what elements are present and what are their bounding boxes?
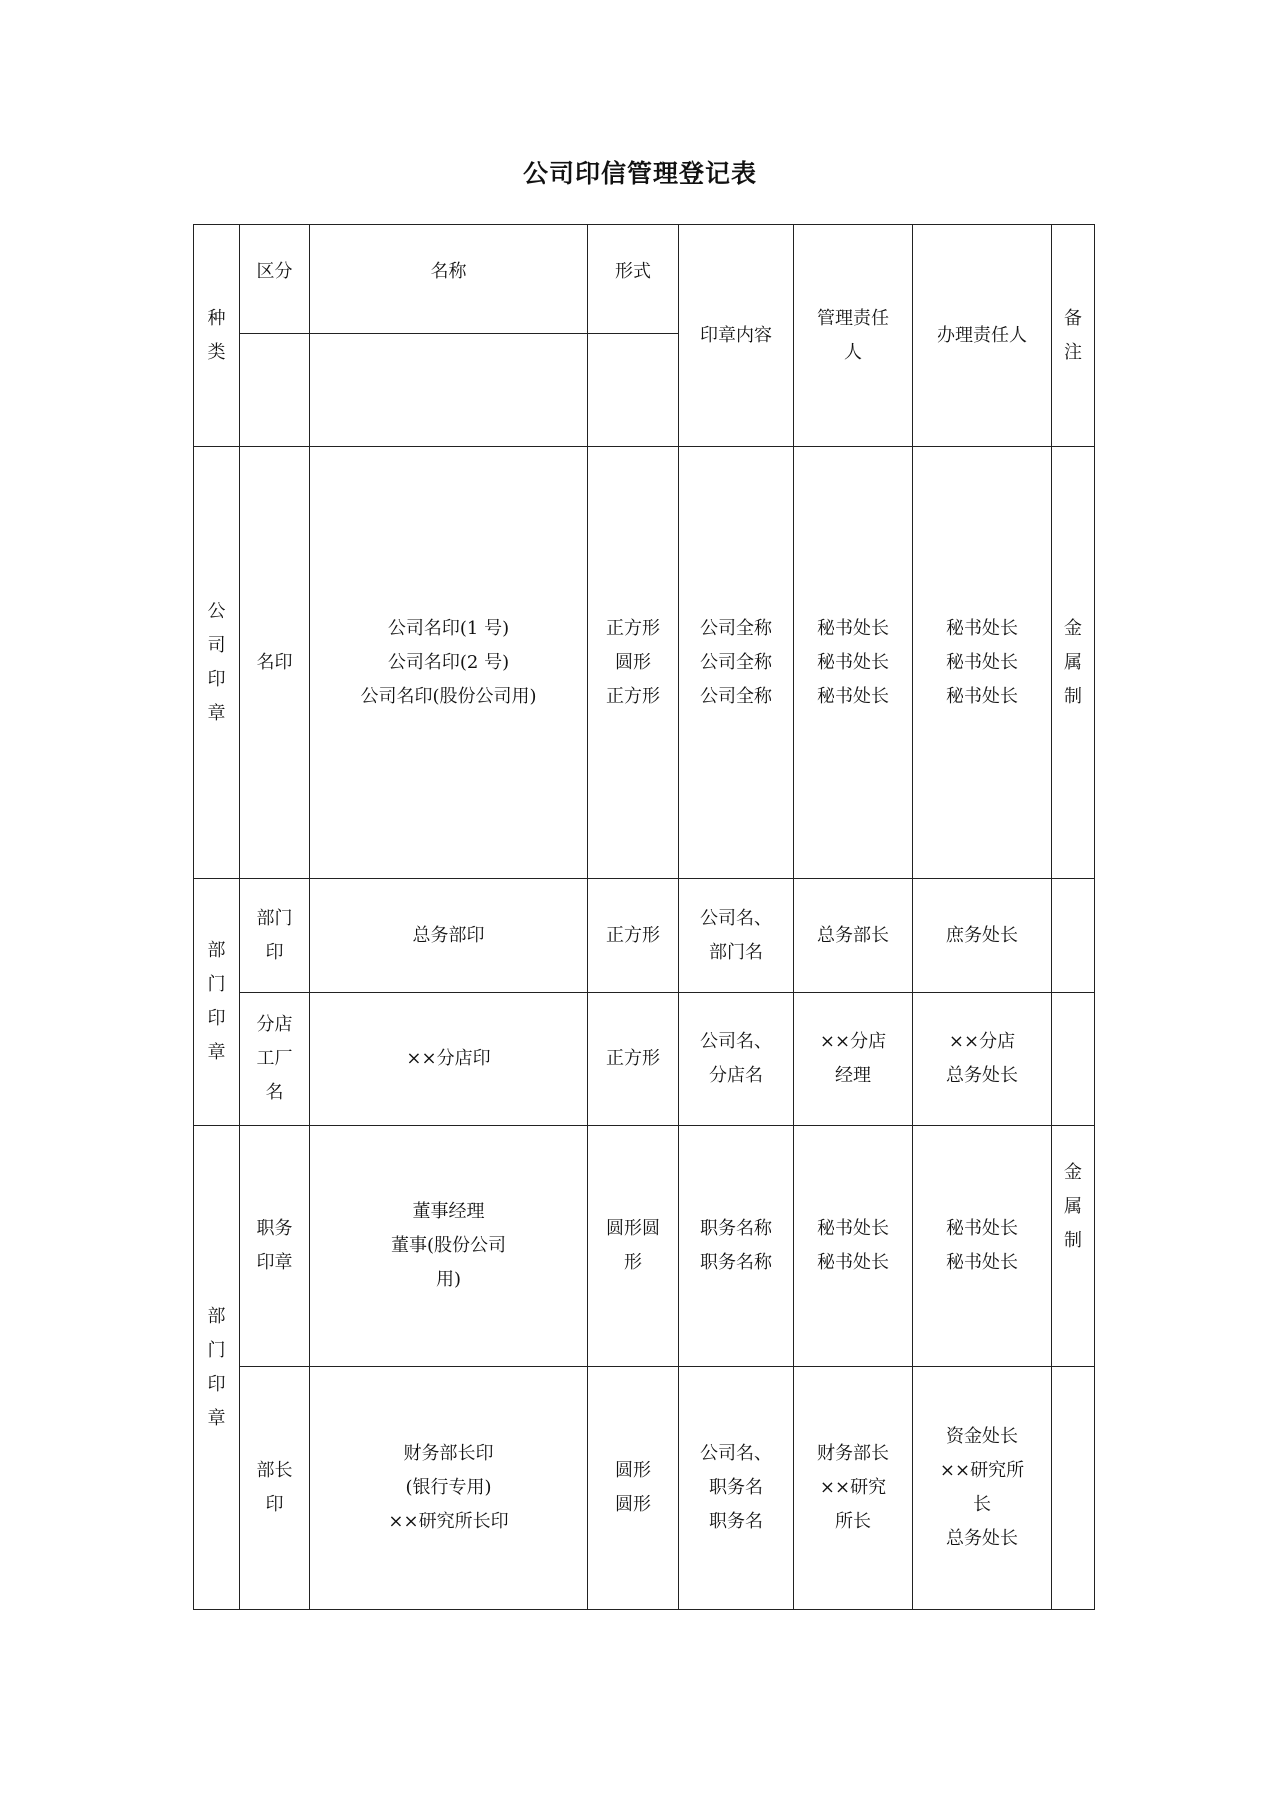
header-form: 形式 (588, 225, 679, 334)
cell-manager: ××分店 经理 (794, 993, 913, 1126)
cell-manager: 总务部长 (794, 879, 913, 993)
cell-content: 公司名、 职务名 职务名 (679, 1367, 794, 1610)
cell-category: 分店 工厂 名 (240, 993, 310, 1126)
cell-category: 部长 印 (240, 1367, 310, 1610)
group-company-seal: 公司印章 (194, 447, 240, 879)
header-category: 区分 (240, 225, 310, 334)
cell-manager: 秘书处长 秘书处长 秘书处长 (794, 447, 913, 879)
table-row (194, 1126, 1095, 1367)
cell-name: 董事经理 董事(股份公司 用) (310, 1126, 588, 1367)
table-row (194, 1367, 1095, 1610)
cell-form: 圆形圆 形 (588, 1126, 679, 1367)
cell-name: 财务部长印 (银行专用) ××研究所长印 (310, 1367, 588, 1610)
cell-handler: ××分店 总务处长 (913, 993, 1052, 1126)
cell-handler: 秘书处长 秘书处长 (913, 1126, 1052, 1367)
cell-remark (1052, 1367, 1095, 1610)
cell-form: 圆形 圆形 (588, 1367, 679, 1610)
document-title: 公司印信管理登记表 (522, 159, 757, 188)
table-row (194, 879, 1095, 993)
cell-manager: 秘书处长 秘书处长 (794, 1126, 913, 1367)
group-department-seal: 部门印章 (194, 879, 240, 1126)
cell-form: 正方形 圆形 正方形 (588, 447, 679, 879)
header-row (194, 225, 1095, 334)
header-name: 名称 (310, 225, 588, 334)
cell-handler: 庶务处长 (913, 879, 1052, 993)
header-kind: 种类 (194, 225, 240, 447)
table-row (194, 447, 1095, 879)
header-form-sub (588, 334, 679, 447)
cell-remark (1052, 879, 1095, 993)
header-handler: 办理责任人 (913, 225, 1052, 447)
cell-form: 正方形 (588, 993, 679, 1126)
cell-handler: 秘书处长 秘书处长 秘书处长 (913, 447, 1052, 879)
cell-name: 总务部印 (310, 879, 588, 993)
group-department-seal-2: 部门印章 (194, 1126, 240, 1610)
table-row (194, 993, 1095, 1126)
cell-remark: 金属制 (1052, 447, 1095, 879)
cell-form: 正方形 (588, 879, 679, 993)
cell-name: 公司名印(1 号) 公司名印(2 号) 公司名印(股份公司用) (310, 447, 588, 879)
header-remark: 备注 (1052, 225, 1095, 447)
cell-content: 公司全称 公司全称 公司全称 (679, 447, 794, 879)
seal-register-table (193, 224, 1095, 1610)
cell-manager: 财务部长 ××研究 所长 (794, 1367, 913, 1610)
cell-remark (1052, 993, 1095, 1126)
cell-category: 部门 印 (240, 879, 310, 993)
cell-remark: 金属制 (1052, 1126, 1095, 1367)
cell-content: 公司名、 分店名 (679, 993, 794, 1126)
cell-category: 职务 印章 (240, 1126, 310, 1367)
header-manager: 管理责任 人 (794, 225, 913, 447)
cell-handler: 资金处长 ××研究所 长 总务处长 (913, 1367, 1052, 1610)
header-content: 印章内容 (679, 225, 794, 447)
cell-content: 职务名称 职务名称 (679, 1126, 794, 1367)
header-name-sub (310, 334, 588, 447)
cell-category: 名印 (240, 447, 310, 879)
cell-content: 公司名、 部门名 (679, 879, 794, 993)
cell-name: ××分店印 (310, 993, 588, 1126)
header-category-sub (240, 334, 310, 447)
